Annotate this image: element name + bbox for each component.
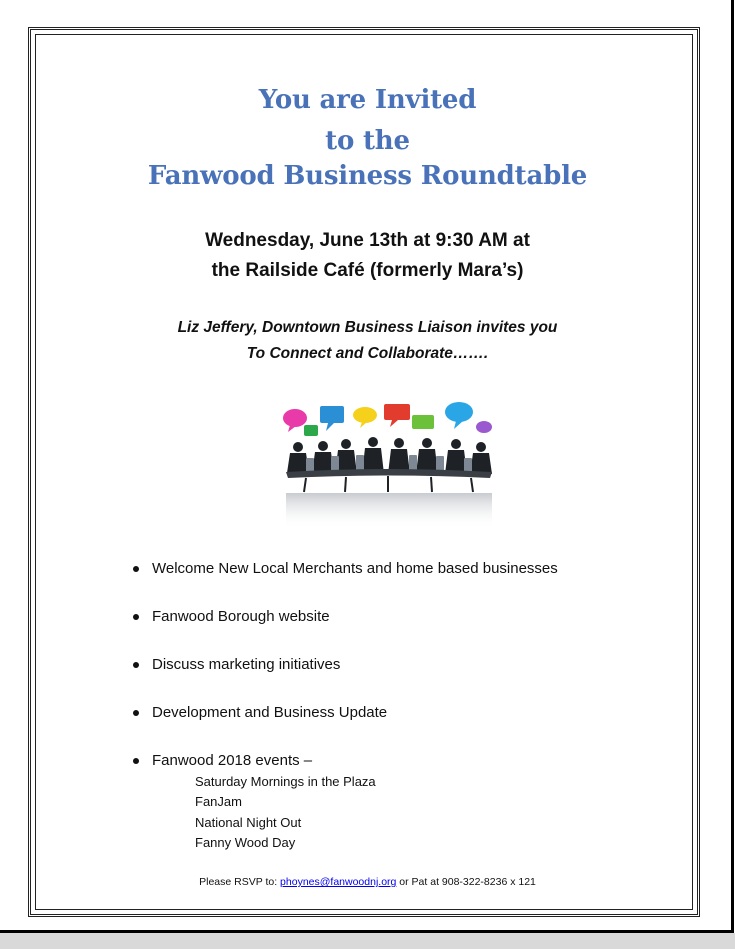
title-line-3: Fanwood Business Roundtable xyxy=(147,161,588,191)
venue-line: the Railside Café (formerly Mara’s) xyxy=(211,260,524,281)
title-line-1: You are Invited xyxy=(258,85,477,115)
bullet-dot xyxy=(133,710,139,716)
agenda-item-development: Development and Business Update xyxy=(152,704,388,721)
event-item: National Night Out xyxy=(195,815,302,830)
rsvp-suffix: or Pat at 908-322-8236 x 121 xyxy=(396,876,536,888)
rsvp-prefix: Please RSVP to: xyxy=(199,876,281,888)
date-time-line: Wednesday, June 13th at 9:30 AM at xyxy=(205,230,530,251)
bullet-dot xyxy=(133,662,139,668)
invite-line-2: To Connect and Collaborate……. xyxy=(246,345,489,362)
rsvp-line xyxy=(0,875,735,889)
speech-bubbles-icon xyxy=(283,402,492,436)
agenda-item-website: Fanwood Borough website xyxy=(152,608,330,625)
background-below-page xyxy=(0,933,735,949)
agenda-item-marketing: Discuss marketing initiatives xyxy=(152,656,341,673)
title-line-2: to the xyxy=(325,126,410,156)
event-item: FanJam xyxy=(195,794,242,809)
event-item: Saturday Mornings in the Plaza xyxy=(195,774,376,789)
agenda-item-welcome: Welcome New Local Merchants and home based businesses xyxy=(152,560,558,577)
meeting-illustration xyxy=(276,400,500,530)
invite-line-1: Liz Jeffery, Downtown Business Liaison invites you xyxy=(177,319,558,336)
bullet-dot xyxy=(133,758,139,764)
bullet-dot xyxy=(133,614,139,620)
event-item: Fanny Wood Day xyxy=(195,835,296,850)
rsvp-email-link[interactable]: phoynes@fanwoodnj.org xyxy=(280,876,397,888)
bullet-dot xyxy=(133,566,139,572)
page-shadow-bottom xyxy=(0,930,734,933)
agenda-item-events: Fanwood 2018 events – xyxy=(152,752,313,769)
